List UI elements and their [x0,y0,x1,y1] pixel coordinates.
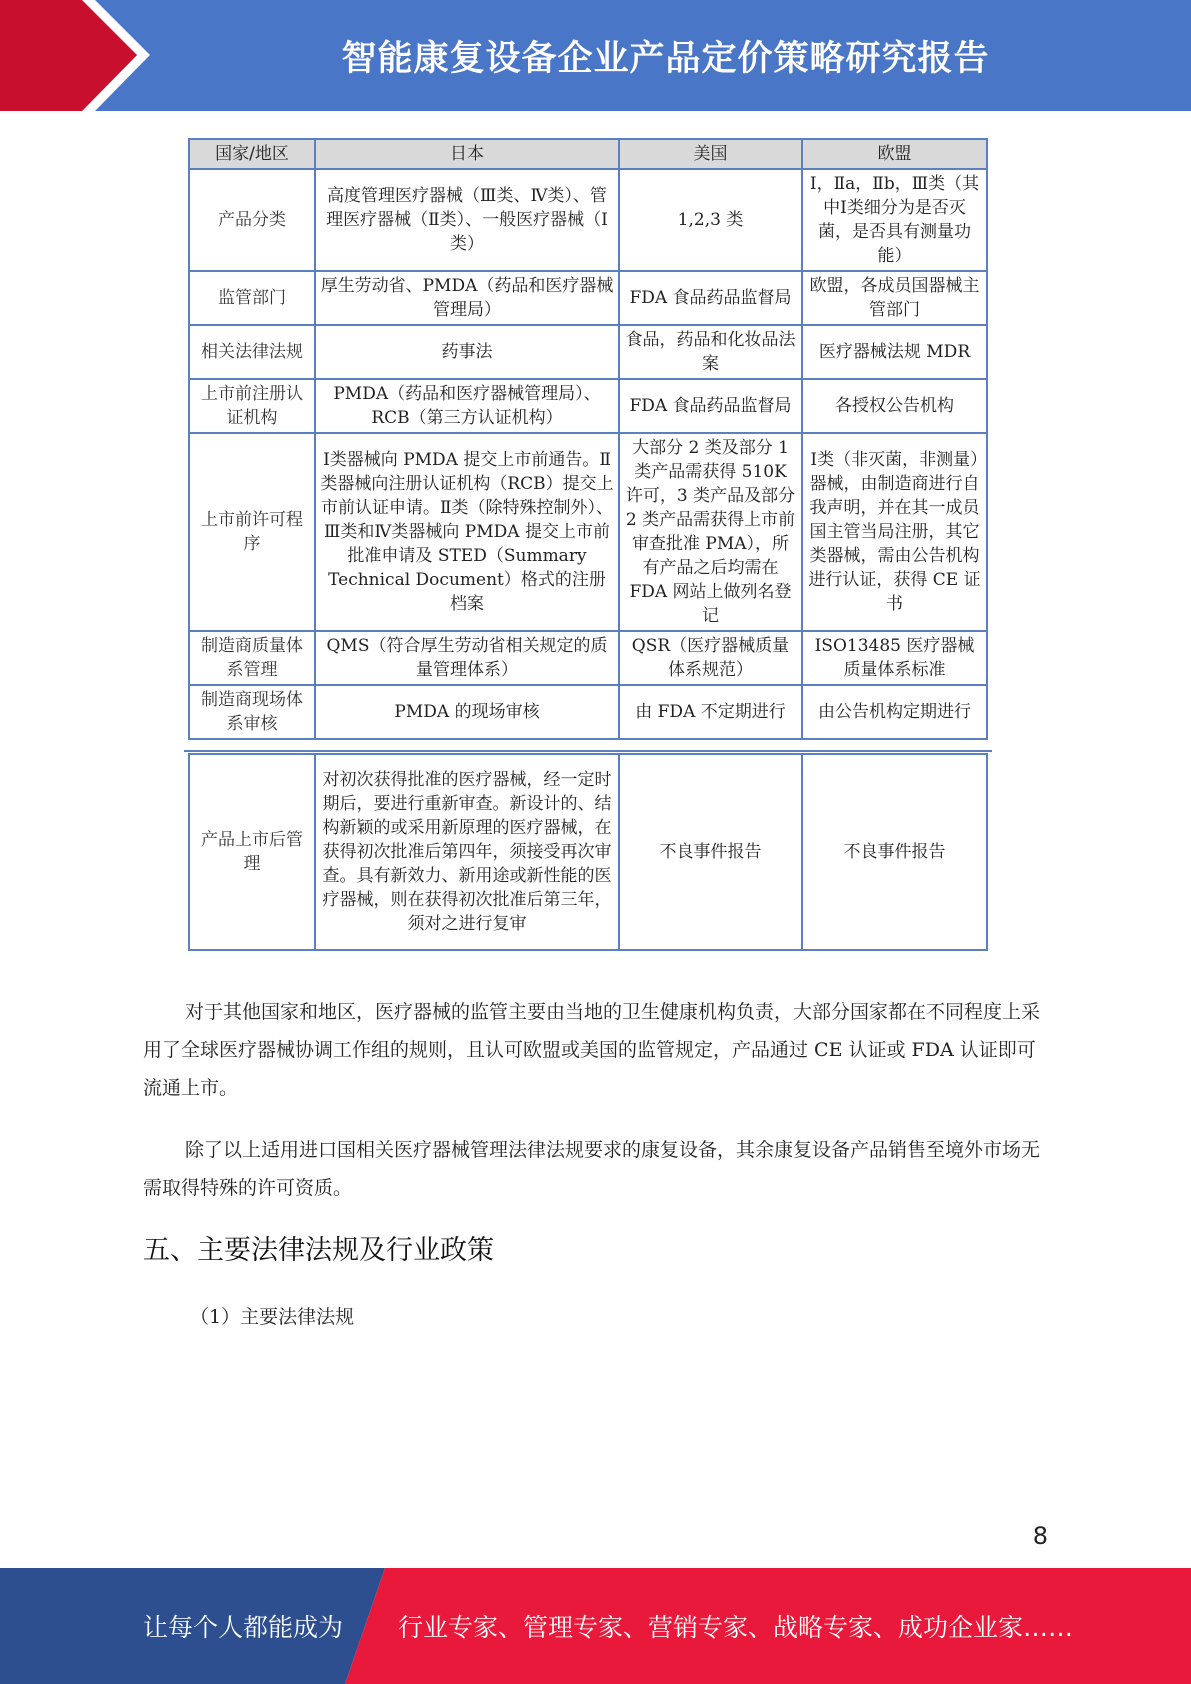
table-cell: 药事法 [315,325,619,379]
column-header: 美国 [619,139,802,169]
table-cell: 食品，药品和化妆品法案 [619,325,802,379]
table-cell: PMDA 的现场审核 [315,685,619,739]
section-heading: 五、主要法律法规及行业政策 [143,1235,494,1266]
table-cell: FDA 食品药品监督局 [619,271,802,325]
table-continuation-divider [184,750,992,752]
table-cell: 欧盟，各成员国器械主管部门 [802,271,987,325]
table-cell: 高度管理医疗器械（Ⅲ类、Ⅳ类）、管理医疗器械（Ⅱ类）、一般医疗器械（Ⅰ类） [315,169,619,271]
regulation-comparison-table [188,138,988,740]
table-cell: 由公告机构定期进行 [802,685,987,739]
table-cell: 不良事件报告 [619,754,802,950]
footer-slogan-left: 让每个人都能成为 [143,1613,344,1642]
table-row [189,379,987,433]
page-footer [0,1568,1191,1684]
table-cell: 各授权公告机构 [802,379,987,433]
table-cell: 由 FDA 不定期进行 [619,685,802,739]
row-label: 产品分类 [189,169,315,271]
table-cell: 对初次获得批准的医疗器械，经一定时期后，要进行重新审查。新设计的、结构新颖的或采用新原理的医疗器械，在获得初次批准后第四年，须接受再次审查。具有新效力、新用途或新性能的医疗器械，则在获得初次批准后第三年，须对之进行复审 [315,754,619,950]
table-cell: PMDA（药品和医疗器械管理局）、RCB（第三方认证机构） [315,379,619,433]
table-row [189,685,987,739]
table-row [189,271,987,325]
table-cell: QSR（医疗器械质量体系规范） [619,631,802,685]
table-row [189,631,987,685]
table-row [189,433,987,631]
table-cell: 不良事件报告 [802,754,987,950]
table-cell: Ⅰ，Ⅱa，Ⅱb，Ⅲ类（其中Ⅰ类细分为是否灭菌，是否具有测量功能） [802,169,987,271]
report-title: 智能康复设备企业产品定价策略研究报告 [341,38,990,79]
table-row [189,754,987,950]
row-label: 监管部门 [189,271,315,325]
row-label: 相关法律法规 [189,325,315,379]
row-label: 产品上市后管理 [189,754,315,950]
row-label: 上市前注册认证机构 [189,379,315,433]
column-header: 国家/地区 [189,139,315,169]
header-chevron-decoration [0,0,160,111]
table-cell: FDA 食品药品监督局 [619,379,802,433]
table-row [189,325,987,379]
subsection-heading: （1）主要法律法规 [190,1306,355,1328]
column-header: 日本 [315,139,619,169]
page-number: 8 [1032,1522,1048,1550]
table-cell: Ⅰ类（非灭菌，非测量）器械，由制造商进行自我声明，并在其一成员国主管当局注册，其它类器械，需由公告机构进行认证，获得 CE 证书 [802,433,987,631]
table-cell: 1,2,3 类 [619,169,802,271]
table-cell: 大部分 2 类及部分 1 类产品需获得 510K 许可，3 类产品及部分 2 类产品需获得上市前审查批准 PMA），所有产品之后均需在 FDA 网站上做列名登记 [619,433,802,631]
column-header: 欧盟 [802,139,987,169]
row-label: 上市前许可程序 [189,433,315,631]
regulation-comparison-table-continued [188,753,988,951]
body-paragraph: 除了以上适用进口国相关医疗器械管理法律法规要求的康复设备，其余康复设备产品销售至境外市场无需取得特殊的许可资质。 [143,1139,1041,1199]
body-paragraph: 对于其他国家和地区，医疗器械的监管主要由当地的卫生健康机构负责，大部分国家都在不同程度上采用了全球医疗器械协调工作组的规则，且认可欧盟或美国的监管规定，产品通过 CE 认证或 FDA 认证即可流通上市。 [143,1001,1041,1099]
table-cell: 厚生劳动省、PMDA（药品和医疗器械管理局） [315,271,619,325]
table-header-row [189,139,987,169]
footer-slogan-right: 行业专家、管理专家、营销专家、战略专家、成功企业家…… [398,1613,1074,1642]
table-row [189,169,987,271]
row-label: 制造商质量体系管理 [189,631,315,685]
table-cell: Ⅰ类器械向 PMDA 提交上市前通告。Ⅱ类器械向注册认证机构（RCB）提交上市前认证申请。Ⅱ类（除特殊控制外）、Ⅲ类和Ⅳ类器械向 PMDA 提交上市前批准申请及 STED（Summary Technical Document）格式的注册档案 [315,433,619,631]
table-cell: 医疗器械法规 MDR [802,325,987,379]
page-header [0,0,1191,111]
row-label: 制造商现场体系审核 [189,685,315,739]
table-cell: QMS（符合厚生劳动省相关规定的质量管理体系） [315,631,619,685]
table-cell: ISO13485 医疗器械质量体系标准 [802,631,987,685]
